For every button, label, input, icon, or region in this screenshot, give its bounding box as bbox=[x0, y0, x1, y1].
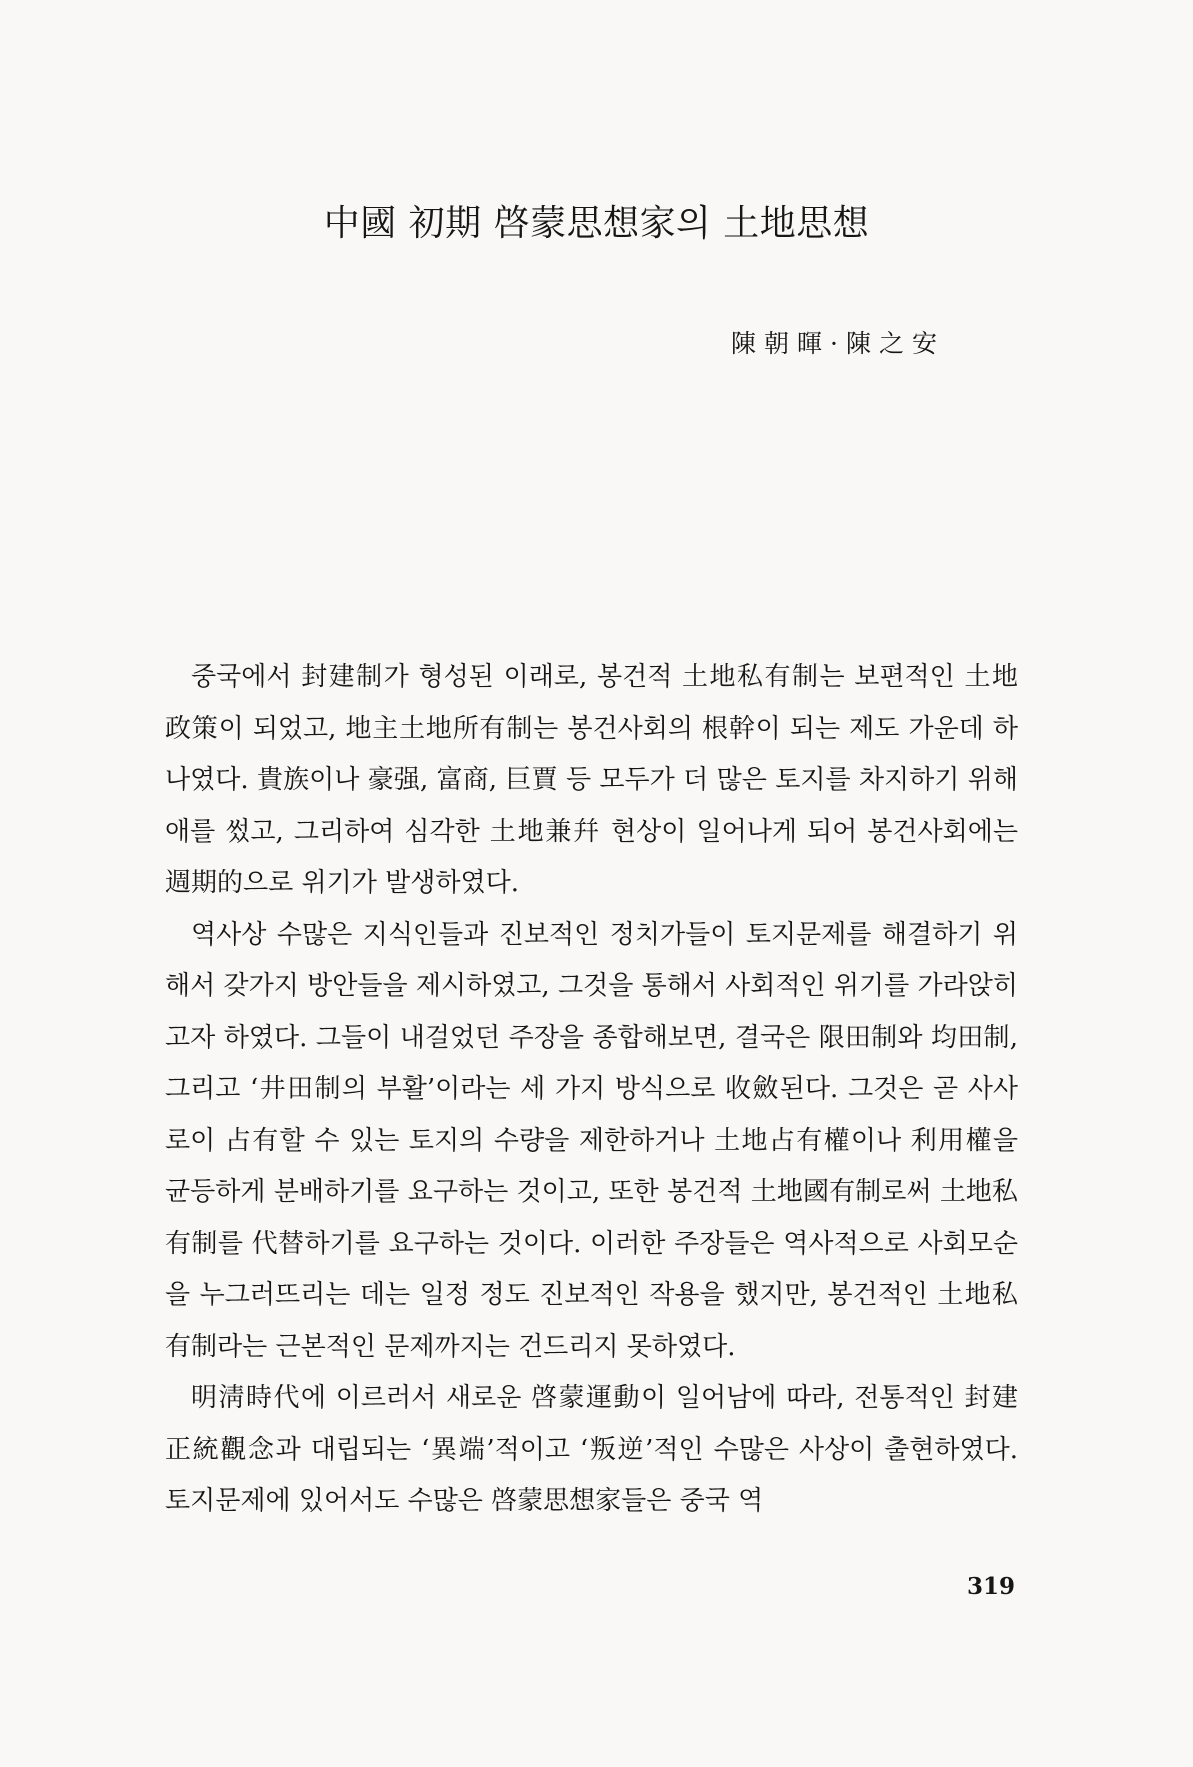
article-body bbox=[165, 652, 1018, 1528]
body-paragraph: 역사상 수많은 지식인들과 진보적인 정치가들이 토지문제를 해결하기 위해서 갖가지 방안들을 제시하였고, 그것을 통해서 사회적인 위기를 가라앉히고자 하였다. 그들이 내걸었던 주장을 종합해보면, 결국은 限田制와 均田制, 그리고 ‘井田制의 부활’이라는 세 가지 방식으로 收斂된다. 그것은 곧 사사로이 占有할 수 있는 토지의 수량을 제한하거나 土地占有權이나 利用權을 균등하게 분배하기를 요구하는 것이고, 또한 봉건적 土地國有制로써 土地私有制를 代替하기를 요구하는 것이다. 이러한 주장들은 역사적으로 사회모순을 누그러뜨리는 데는 일정 정도 진보적인 작용을 했지만, 봉건적인 土地私有制라는 근본적인 문제까지는 건드리지 못하였다. bbox=[165, 919, 1018, 1362]
article-title: 中國 初期 啓蒙思想家의 土地思想 bbox=[323, 203, 870, 244]
body-paragraph: 明淸時代에 이르러서 새로운 啓蒙運動이 일어남에 따라, 전통적인 封建正統觀念과 대립되는 ‘異端’적이고 ‘叛逆’적인 수많은 사상이 출현하였다. 토지문제에 있어서도 수많은 啓蒙思想家들은 중국 역 bbox=[165, 1383, 1018, 1516]
body-paragraph: 중국에서 封建制가 형성된 이래로, 봉건적 土地私有制는 보편적인 土地政策이 되었고, 地主土地所有制는 봉건사회의 根幹이 되는 제도 가운데 하나였다. 貴族이나 豪强, 富商, 巨賈 등 모두가 더 많은 토지를 차지하기 위해 애를 썼고, 그리하여 심각한 土地兼幷 현상이 일어나게 되어 봉건사회에는 週期的으로 위기가 발생하였다. bbox=[165, 662, 1018, 898]
page-number: 319 bbox=[966, 1573, 1015, 1600]
article-authors: 陳朝暉·陳之安 bbox=[731, 329, 945, 358]
